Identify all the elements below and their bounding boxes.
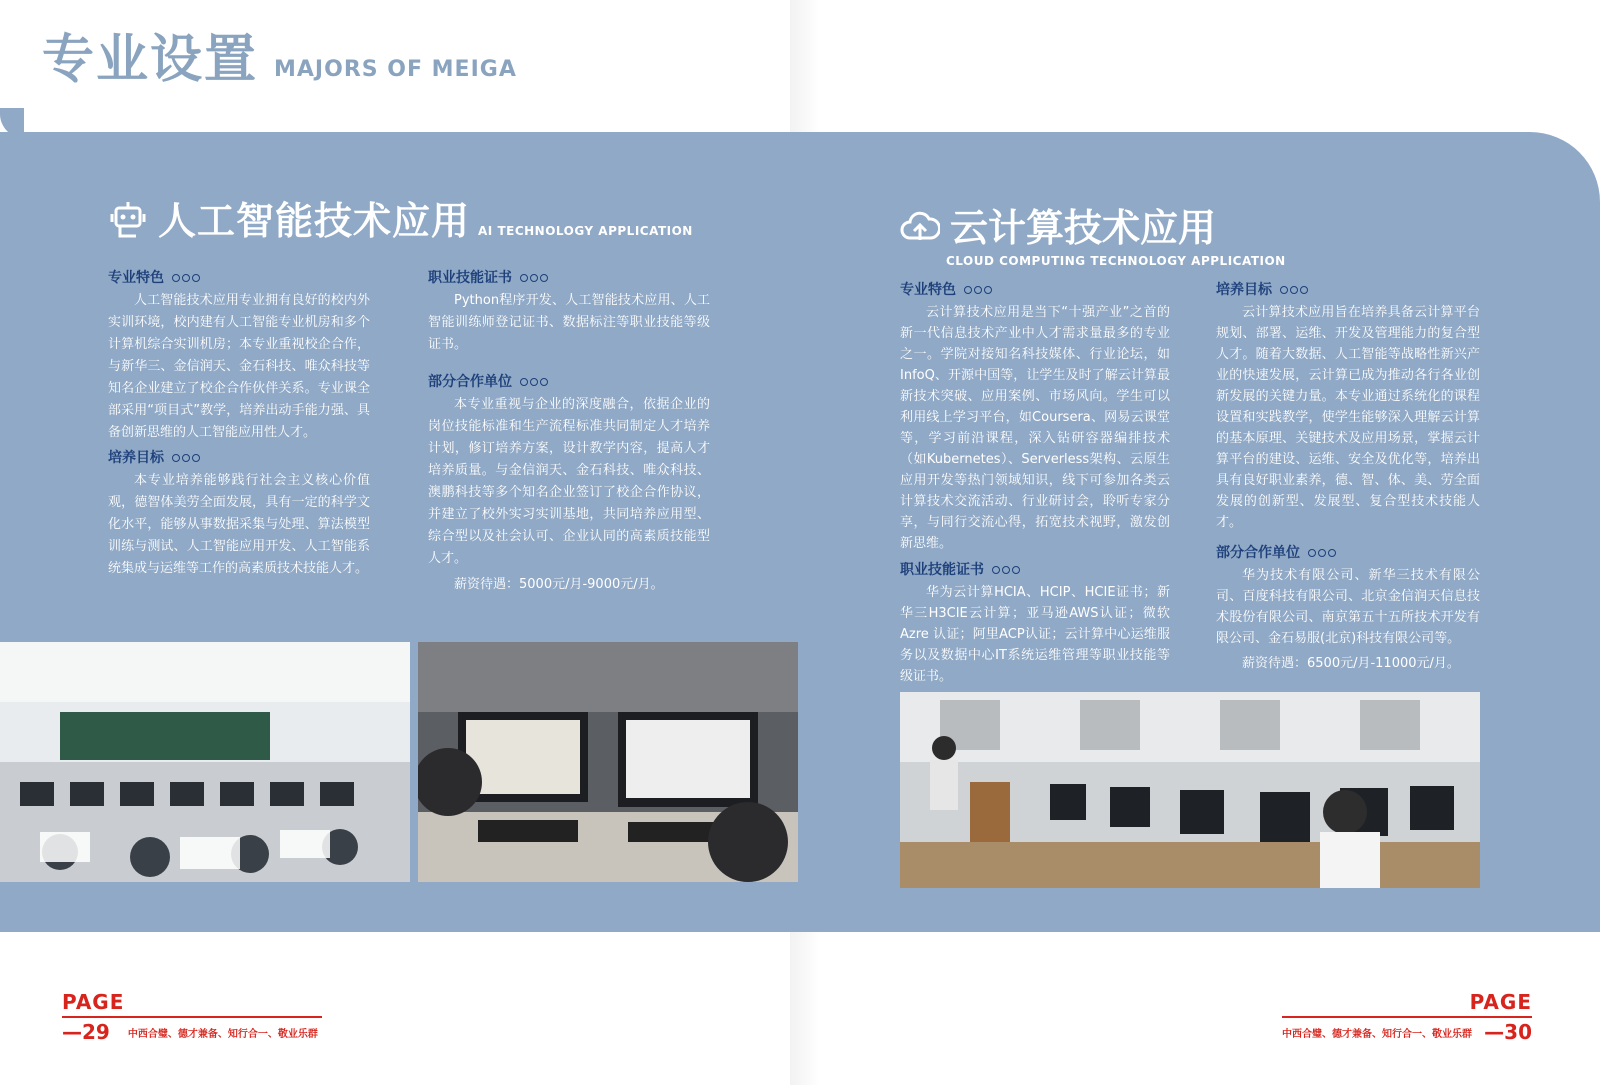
cloud-features-text: 云计算技术应用是当下“十强产业”之首的新一代信息技术产业中人才需求量最多的专业之一。学院对接知名科技媒体、行业论坛，如InfoQ、开源中国等，让学生及时了解云计算最新技术突破、应用案例、市场风向。学生可以利用线上学习平台，如Coursera、网易云课堂等，学习前沿课程，深入钻研容器编排技术（如Kubernetes）、Serverless架构、云原生应用开发等热门领域知识，线下可参加各类云计算技术交流活动、行业研讨会，聆听专家分享，与同行交流心得，拓宽技术视野，激发创新思维。 [900, 305, 1170, 551]
cloud-features-block [900, 280, 1170, 691]
page-title: 专业设置 [42, 30, 259, 90]
cloud-certs-heading [900, 560, 1170, 580]
ai-features-heading-text: 专业特色 [108, 270, 164, 286]
cloud-title-zh: 云计算技术应用 [950, 206, 1217, 250]
ai-goals-text: 本专业培养能够践行社会主义核心价值观，德智体美劳全面发展，具有一定的科学文化水平，能够从事数据采集与处理、算法模型训练与测试、人工智能应用开发、人工智能系统集成与运维等工作的高素质技术技能人才。 [108, 473, 370, 576]
cloud-goals-block [1216, 280, 1480, 678]
ai-features-text: 人工智能技术应用专业拥有良好的校内外实训环境，校内建有人工智能专业机房和多个计算机综合实训机房；本专业重视校企合作，与新华三、金信润天、金石科技、唯众科技等知名企业建立了校企合作伙伴关系。专业课全部采用“项目式”教学，培养出动手能力强、具备创新思维的人工智能应用性人才。 [108, 293, 370, 440]
footer-right-motto: 中西合璧、德才兼备、知行合一、敬业乐群 [1282, 1028, 1472, 1040]
cloud-partners-heading-text: 部分合作单位 [1216, 545, 1300, 561]
dots-icon [992, 560, 1022, 580]
ai-title-zh: 人工智能技术应用 [158, 199, 471, 243]
dots-icon [172, 268, 202, 288]
cloud-partners-text: 华为技术有限公司、新华三技术有限公司、百度科技有限公司、北京金信润天信息技术股份有限公司、南京第五十五所技术开发有限公司、金石易服(北京)科技有限公司等。 [1216, 568, 1480, 646]
cloud-section-title [900, 208, 1286, 268]
cloud-goals-heading-text: 培养目标 [1216, 282, 1272, 298]
ai-certs-heading-text: 职业技能证书 [428, 270, 512, 286]
ai-certs-block [428, 268, 710, 600]
dots-icon [172, 448, 202, 468]
ai-features-block [108, 268, 370, 584]
footer-left-page-number: —29 [62, 1020, 110, 1044]
cloud-salary-text: 薪资待遇：6500元/月-11000元/月。 [1242, 656, 1460, 671]
ai-goals-heading-text: 培养目标 [108, 450, 164, 466]
robot-icon [108, 200, 148, 240]
cloud-upload-icon [900, 208, 940, 248]
footer-left-page-word: PAGE [62, 990, 125, 1014]
cloud-features-heading [900, 280, 1170, 300]
ai-certs-text: Python程序开发、人工智能技术应用、人工智能训练师登记证书、数据标注等职业技能等级证书。 [428, 293, 710, 352]
cloud-certs-heading-text: 职业技能证书 [900, 562, 984, 578]
ai-classroom-photo-2 [418, 642, 798, 882]
ai-partners-heading [428, 372, 710, 392]
ai-section-title [108, 199, 693, 243]
footer-right-rule [1282, 1016, 1532, 1018]
footer-right-page-word: PAGE [1469, 990, 1532, 1014]
cloud-title-en: CLOUD COMPUTING TECHNOLOGY APPLICATION [946, 254, 1286, 268]
page-title-en: MAJORS OF MEIGA [274, 57, 517, 82]
ai-partners-heading-text: 部分合作单位 [428, 374, 512, 390]
dots-icon [520, 268, 550, 288]
dots-icon [1308, 543, 1338, 563]
footer-right-page-number: —30 [1484, 1020, 1532, 1044]
ai-features-heading [108, 268, 370, 288]
footer-left-motto: 中西合璧、德才兼备、知行合一、敬业乐群 [127, 1028, 318, 1040]
ai-title-en: AI TECHNOLOGY APPLICATION [478, 224, 693, 238]
ai-goals-heading [108, 448, 370, 468]
ai-partners-text: 本专业重视与企业的深度融合，依据企业的岗位技能标准和生产流程标准共同制定人才培养计划，修订培养方案，设计教学内容，提高人才培养质量。与金信润天、金石科技、唯众科技、澳鹏科技等多个知名企业签订了校企合作协议，并建立了校外实习实训基地，共同培养应用型、综合型以及社会认可、企业认同的高素质技能型人才。 [428, 397, 710, 566]
cloud-features-heading-text: 专业特色 [900, 282, 956, 298]
footer-left [62, 992, 322, 1042]
cloud-goals-heading [1216, 280, 1480, 300]
cloud-partners-heading [1216, 543, 1480, 563]
ai-salary-text: 薪资待遇：5000元/月-9000元/月。 [454, 577, 664, 592]
dots-icon [964, 280, 994, 300]
footer-left-rule [62, 1016, 322, 1018]
footer-right [1282, 992, 1532, 1042]
cloud-classroom-photo [900, 692, 1480, 888]
dots-icon [520, 372, 550, 392]
ai-classroom-photo-1 [0, 642, 410, 882]
cloud-goals-text: 云计算技术应用旨在培养具备云计算平台规划、部署、运维、开发及管理能力的复合型人才。随着大数据、人工智能等战略性新兴产业的快速发展，云计算已成为推动各行各业创新发展的关键力量。本专业通过系统化的课程设置和实践教学，使学生能够深入理解云计算的基本原理、关键技术及应用场景，掌握云计算平台的建设、运维、安全及优化等，培养出具有良好职业素养，德、智、体、美、劳全面发展的创新型、发展型、复合型技术技能人才。 [1216, 305, 1480, 530]
ai-certs-heading [428, 268, 710, 288]
dots-icon [1280, 280, 1310, 300]
page-header [42, 30, 517, 90]
cloud-certs-text: 华为云计算HCIA、HCIP、HCIE证书；新华三H3CIE云计算；亚马逊AWS认证；微软Azre 认证；阿里ACP认证；云计算中心运维服务以及数据中心IT系统运维管理等职业技能等级证书。 [900, 585, 1170, 684]
